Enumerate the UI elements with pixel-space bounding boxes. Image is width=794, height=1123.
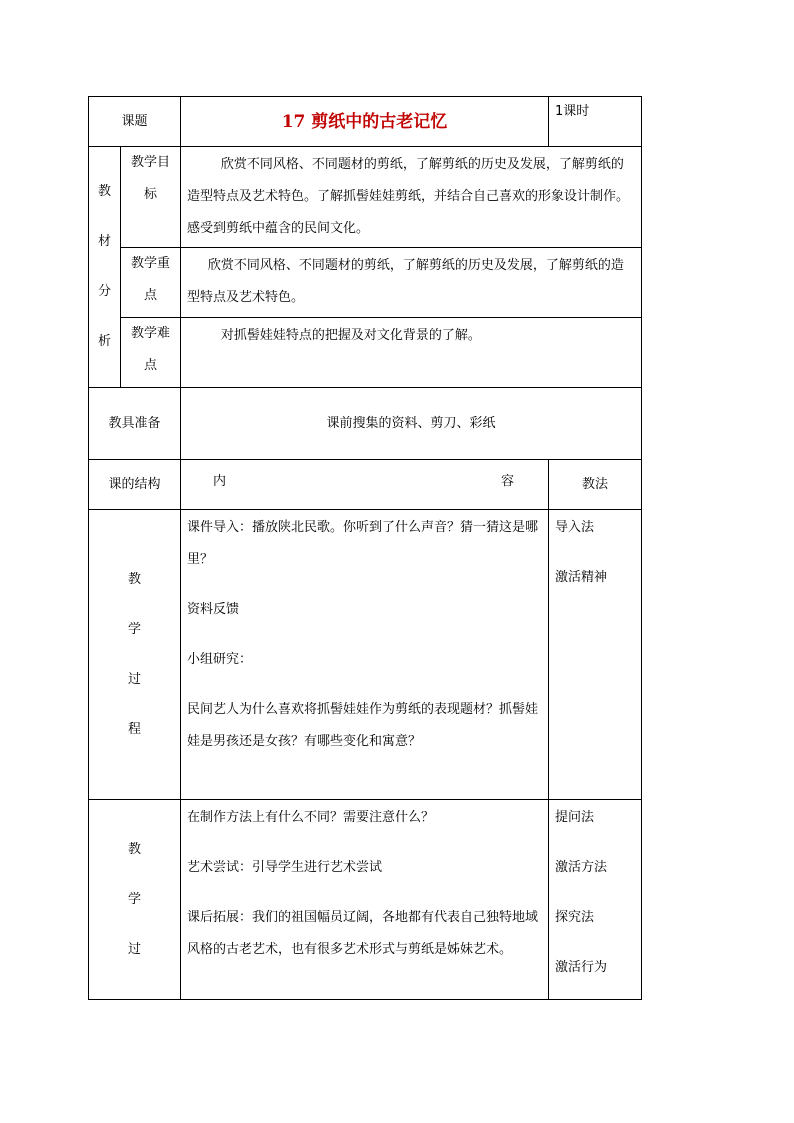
objectives-text: 欣赏不同风格、不同题材的剪纸，了解剪纸的历史及发展，了解剪纸的造型特点及艺术特色。了解抓髻娃娃剪纸，并结合自己喜欢的形象设计制作。感受到剪纸中蕴含的民间文化。 <box>181 147 642 248</box>
structure-label: 课的结构 <box>89 460 181 510</box>
content-header: 内 容 <box>181 460 549 510</box>
lesson-title: 17 剪纸中的古老记忆 <box>181 97 549 147</box>
lesson-hours: 1课时 <box>549 97 642 147</box>
objectives-label: 教学目标 <box>121 147 181 248</box>
topic-label: 课题 <box>89 97 181 147</box>
key-points-text: 欣赏不同风格、不同题材的剪纸，了解剪纸的历史及发展，了解剪纸的造型特点及艺术特色。 <box>181 248 642 318</box>
key-points-label: 教学重点 <box>121 248 181 318</box>
tools-label: 教具准备 <box>89 388 181 460</box>
process-methods-1: 导入法 激活精神 <box>549 510 642 800</box>
process-side-label-2: 教 学 过 <box>89 800 181 1000</box>
process-content-2: 在制作方法上有什么不同？需要注意什么？ 艺术尝试：引导学生进行艺术尝试 课后拓展：我们的祖国幅员辽阔，各地都有代表自己独特地域风格的古老艺术，也有很多艺术形式与剪纸是姊妹艺术。 <box>181 800 549 1000</box>
lesson-plan-table <box>88 96 642 1000</box>
process-side-label-1: 教 学 过 程 <box>89 510 181 800</box>
process-methods-2: 提问法 激活方法 探究法 激活行为 <box>549 800 642 1000</box>
method-header: 教法 <box>549 460 642 510</box>
tools-value: 课前搜集的资料、剪刀、彩纸 <box>181 388 642 460</box>
difficulties-label: 教学难点 <box>121 318 181 388</box>
process-content-1: 课件导入：播放陕北民歌。你听到了什么声音？猜一猜这是哪里？ 资料反馈 小组研究： 民间艺人为什么喜欢将抓髻娃娃作为剪纸的表现题材？抓髻娃娃是男孩还是女孩？有哪些变化和寓意？ <box>181 510 549 800</box>
difficulties-text: 对抓髻娃娃特点的把握及对文化背景的了解。 <box>181 318 642 388</box>
analysis-side-label: 教 材 分 析 <box>89 147 121 388</box>
